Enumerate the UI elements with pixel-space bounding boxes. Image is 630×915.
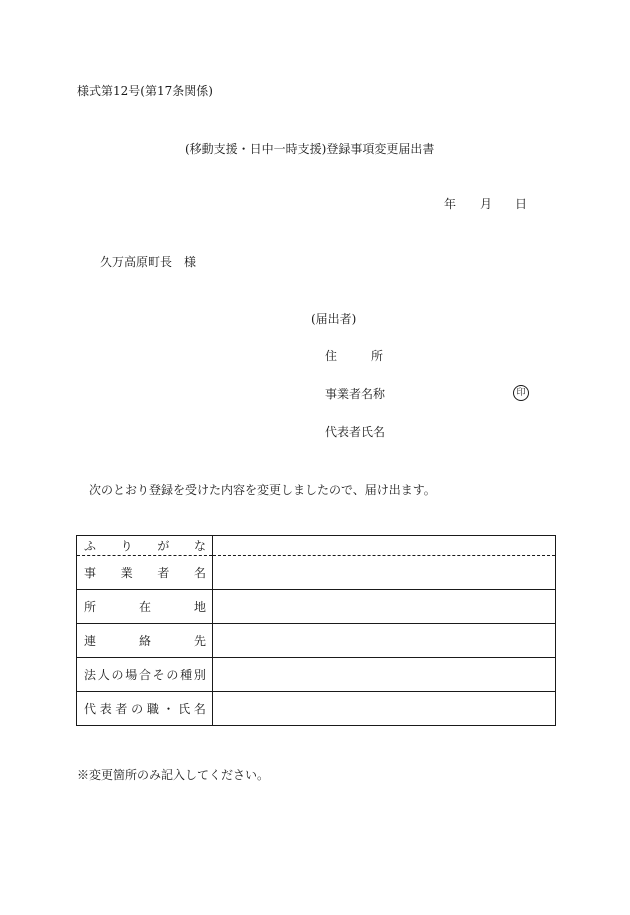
corporation-type-label: 法 人 の 場 合 そ の 種 別 [84, 668, 206, 682]
seal-icon: 印 [513, 385, 529, 401]
date-month-label: 月 [480, 197, 493, 211]
table-row [77, 624, 556, 658]
date-day-label: 日 [515, 197, 528, 211]
corporation-type-label-cell [77, 658, 213, 692]
addressee-name: 久万高原町長 [100, 255, 173, 269]
table-row [77, 536, 556, 556]
representative-title-name-label: 代 表 者 の 職 ・ 氏 名 [84, 702, 206, 716]
footnote: ※変更箇所のみ記入してください。 [77, 768, 270, 782]
representative-title-name-label-cell [77, 692, 213, 726]
contact-label-cell [77, 624, 213, 658]
contact-label: 連 絡 先 [84, 634, 206, 648]
business-name-input[interactable] [213, 556, 556, 590]
form-number: 様式第12号(第17条関係) [77, 84, 213, 98]
applicant-heading: (届出者) [311, 312, 357, 326]
applicant-business-name-label: 事業者名称 [325, 387, 386, 401]
business-name-label-cell [77, 556, 213, 590]
table-row [77, 556, 556, 590]
location-label: 所 在 地 [84, 600, 206, 614]
corporation-type-input[interactable] [213, 658, 556, 692]
furigana-input[interactable] [213, 536, 556, 556]
table-row [77, 658, 556, 692]
applicant-representative-label: 代表者氏名 [325, 425, 386, 439]
table-row [77, 590, 556, 624]
furigana-label: ふ り が な [84, 539, 206, 553]
addressee-honorific: 様 [184, 255, 197, 269]
registration-info-table [76, 535, 556, 726]
date-year-label: 年 [444, 197, 457, 211]
statement-text: 次のとおり登録を受けた内容を変更しましたので、届け出ます。 [89, 483, 436, 497]
location-label-cell [77, 590, 213, 624]
representative-title-name-input[interactable] [213, 692, 556, 726]
document-title: (移動支援・日中一時支援)登録事項変更届出書 [185, 142, 435, 156]
furigana-label-cell [77, 536, 213, 556]
contact-input[interactable] [213, 624, 556, 658]
table-row [77, 692, 556, 726]
applicant-address-label: 住 所 [325, 349, 383, 363]
business-name-label: 事 業 者 名 [84, 566, 206, 580]
location-input[interactable] [213, 590, 556, 624]
